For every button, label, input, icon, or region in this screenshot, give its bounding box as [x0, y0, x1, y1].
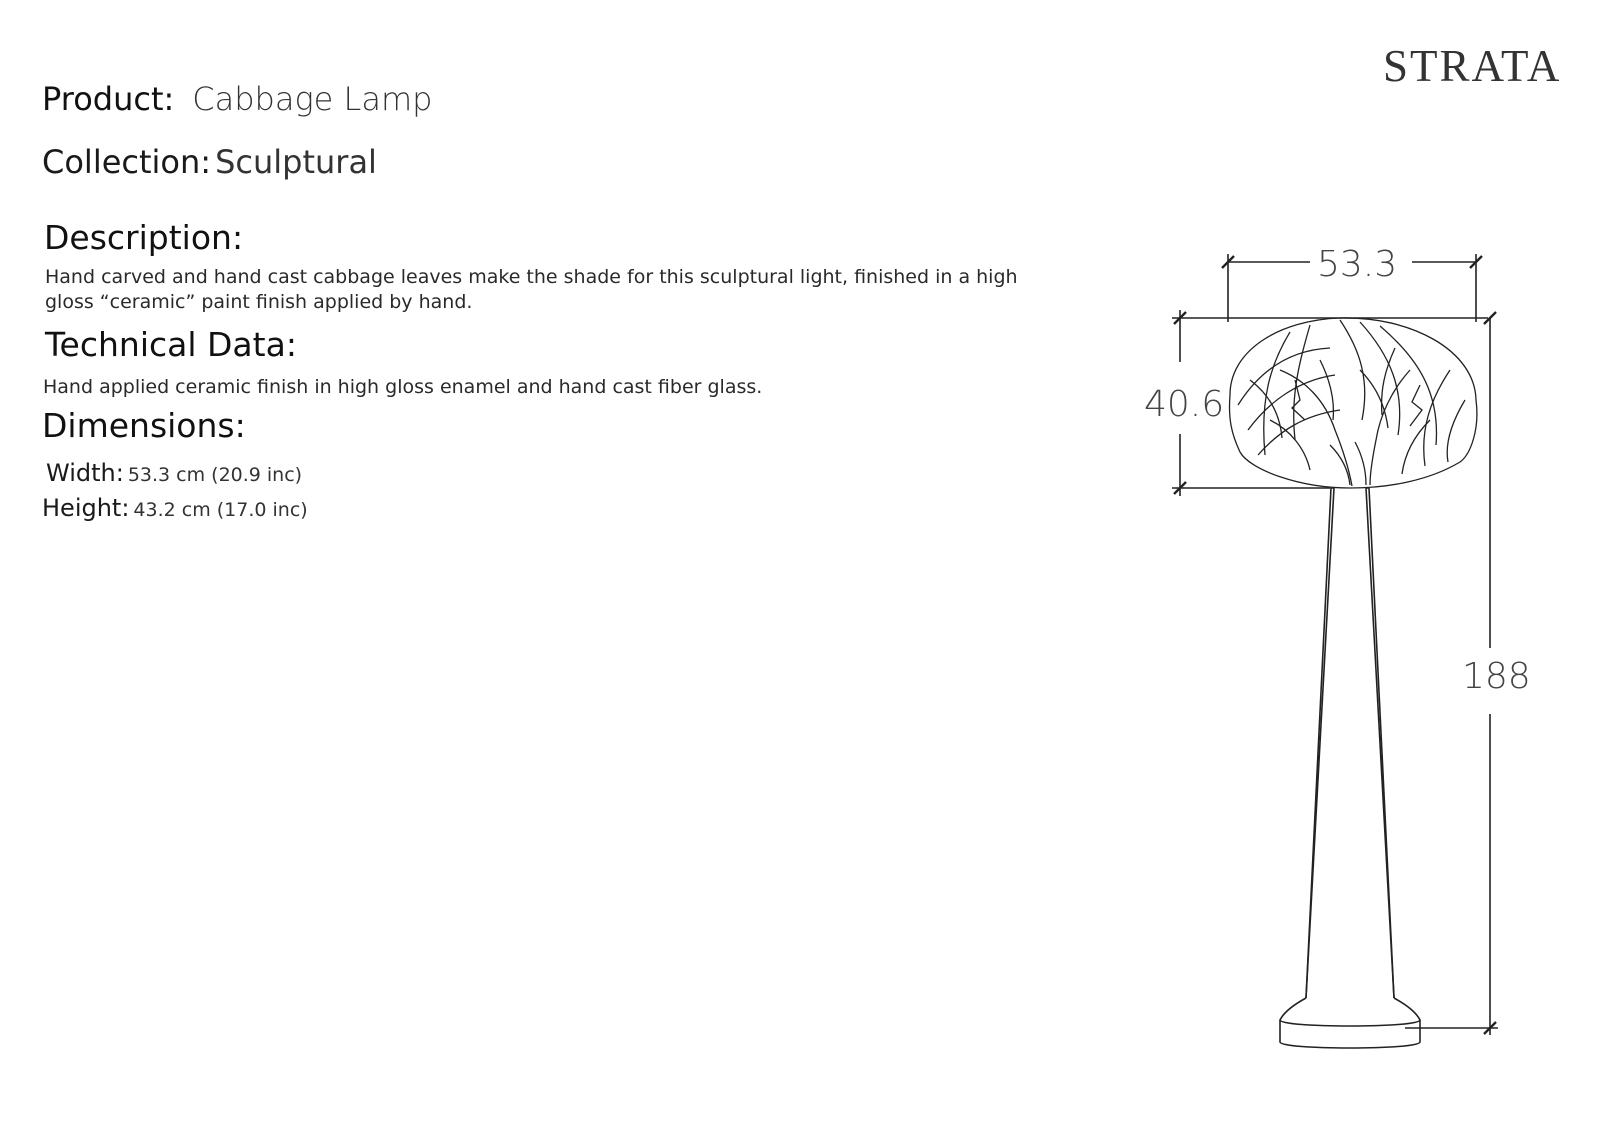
width-line [46, 459, 302, 487]
description-text: Hand carved and hand cast cabbage leaves make the shade for this sculptural light, finished in a high gloss “ceramic” paint finish applied by hand. [45, 266, 1018, 313]
technical-heading: Technical Data: [45, 325, 297, 364]
total-height-dimension [1405, 312, 1531, 1035]
dimensions-heading: Dimensions: [42, 406, 246, 445]
lamp-stem [1306, 488, 1394, 998]
collection-name: Sculptural [215, 143, 377, 181]
width-label: Width: [46, 459, 124, 487]
shade-height-value: 40.6 [1144, 384, 1225, 425]
description-heading: Description: [44, 218, 244, 257]
height-value: 43.2 cm (17.0 inc) [133, 499, 308, 521]
brand-logo: STRATA [1383, 41, 1562, 91]
product-line [42, 80, 432, 118]
shade-height-dimension [1144, 310, 1488, 496]
width-value: 53.3 cm (20.9 inc) [127, 464, 303, 486]
product-name: Cabbage Lamp [192, 80, 433, 118]
product-label: Product: [42, 80, 175, 118]
total-height-value: 188 [1462, 656, 1531, 697]
width-dimension [1222, 244, 1482, 322]
shade-width-value: 53.3 [1317, 244, 1398, 285]
cabbage-shade [1229, 318, 1476, 488]
collection-label: Collection: [42, 143, 212, 181]
lamp-base [1280, 998, 1420, 1048]
technical-text: Hand applied ceramic finish in high gloss enamel and hand cast fiber glass. [43, 376, 763, 398]
lamp-technical-drawing [1130, 230, 1550, 1050]
height-label: Height: [42, 494, 130, 522]
height-line [42, 494, 308, 522]
collection-line [42, 143, 377, 181]
